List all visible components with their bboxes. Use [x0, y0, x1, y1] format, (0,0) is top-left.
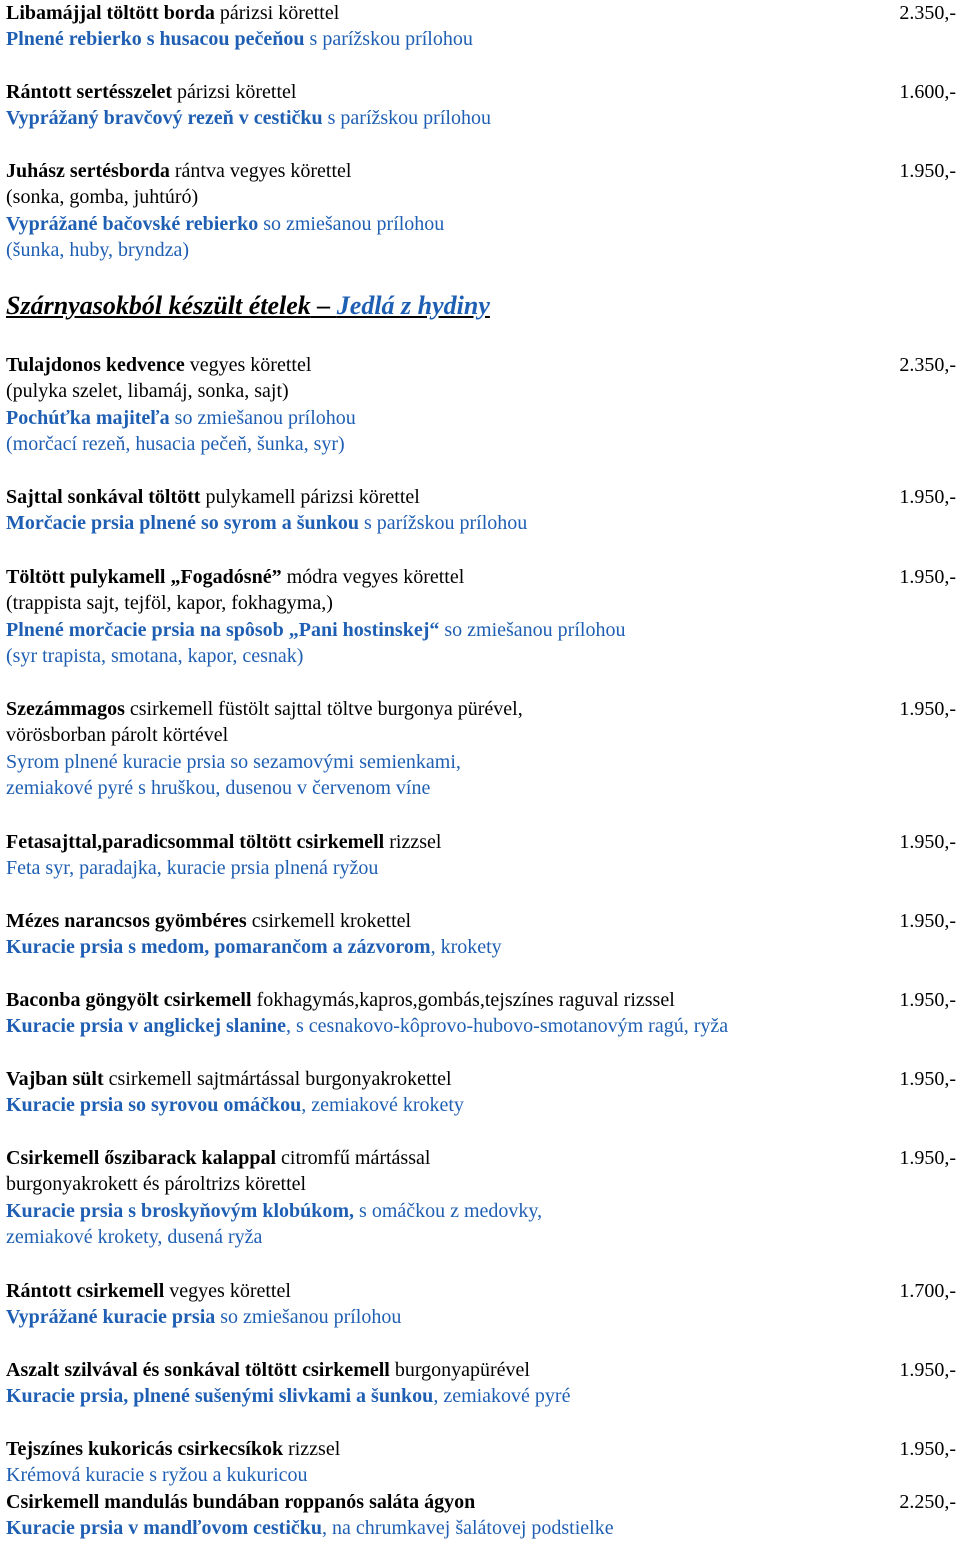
slovak-text: zemiakové pyré s hruškou, dusenou v červenom víne: [6, 777, 431, 799]
menu-item-line: [6, 484, 420, 511]
slovak-text: Kuracie prsia s medom, pomarančom a zázvorom: [6, 936, 431, 958]
hungarian-text: (trappista sajt, tejföl, kapor, fokhagyma,): [6, 592, 333, 614]
menu-item-line: [6, 1515, 614, 1542]
hungarian-text: Rántott csirkemell: [6, 1280, 165, 1302]
hungarian-text: Rántott sertésszelet: [6, 81, 173, 103]
menu-item-line: [6, 775, 430, 802]
menu-item-line: [6, 987, 675, 1014]
slovak-text: so zmiešanou prílohou: [215, 1306, 402, 1328]
hungarian-text: Tulajdonos kedvence: [6, 354, 185, 376]
menu-item-price: 1.950,-: [899, 831, 956, 853]
hungarian-text: Csirkemell mandulás bundában roppanós saláta ágyon: [6, 1491, 476, 1513]
slovak-text: Syrom plnené kuracie prsia so sezamovými semienkami,: [6, 751, 461, 773]
slovak-text: Pochúťka majiteľa: [6, 407, 170, 429]
slovak-text: so zmiešanou prílohou: [258, 213, 445, 235]
slovak-text: so zmiešanou prílohou: [439, 619, 626, 641]
menu-item-price: 1.600,-: [899, 81, 956, 103]
section-heading-separator: –: [310, 291, 337, 320]
menu-item-line: [6, 1489, 475, 1516]
menu-item-price: 1.950,-: [899, 486, 956, 508]
slovak-text: Vyprážaný bravčový rezeň v cestičku: [6, 107, 323, 129]
menu-item-line: [6, 378, 289, 405]
menu-item-line: [6, 1357, 530, 1384]
hungarian-text: párizsi körettel: [214, 2, 340, 24]
menu-item-price: 1.950,-: [899, 1147, 956, 1169]
menu-item-price: 1.950,-: [899, 566, 956, 588]
hungarian-text: csirkemell sajtmártással burgonyakrokettel: [103, 1068, 452, 1090]
menu-item-line: [6, 749, 461, 776]
hungarian-text: vegyes körettel: [184, 354, 312, 376]
slovak-text: s parížskou prílohou: [304, 28, 473, 50]
menu-item-line: [6, 1171, 306, 1198]
menu-item-line: [6, 934, 502, 961]
section-heading: [6, 290, 490, 322]
menu-item-price: 2.350,-: [899, 354, 956, 376]
menu-item-line: [6, 1092, 464, 1119]
menu-item-price: 1.950,-: [899, 1068, 956, 1090]
hungarian-text: Juhász sertésborda: [6, 160, 170, 182]
menu-item-line: [6, 722, 228, 749]
hungarian-text: (pulyka szelet, libamáj, sonka, sajt): [6, 380, 289, 402]
menu-item-line: [6, 1462, 308, 1489]
slovak-text: s parížskou prílohou: [358, 512, 528, 534]
slovak-text: Vyprážané bačovské rebierko: [6, 213, 259, 235]
slovak-text: Plnené morčacie prsia na spôsob „Pani hostinskej“: [6, 619, 440, 641]
menu-item-line: [6, 1383, 570, 1410]
menu-item-line: [6, 829, 441, 856]
menu-item-line: [6, 510, 527, 537]
hungarian-text: burgonyakrokett és pároltrizs körettel: [6, 1173, 307, 1195]
menu-item-line: [6, 0, 339, 27]
menu-item-line: [6, 696, 523, 723]
slovak-text: (morčací rezeň, husacia pečeň, šunka, syr): [6, 433, 345, 455]
menu-item-line: [6, 79, 296, 106]
slovak-text: , zemiakové pyré: [433, 1385, 571, 1407]
menu-item-line: [6, 1278, 291, 1305]
hungarian-text: Szezámmagos: [6, 698, 125, 720]
slovak-text: Kuracie prsia v anglickej slanine: [6, 1015, 286, 1037]
menu-item-price: 1.950,-: [899, 698, 956, 720]
hungarian-text: Vajban sült: [6, 1068, 104, 1090]
slovak-text: Kuracie prsia s broskyňovým klobúkom,: [6, 1200, 355, 1222]
hungarian-text: vegyes körettel: [164, 1280, 291, 1302]
menu-item-price: 1.950,-: [899, 910, 956, 932]
hungarian-text: csirkemell füstölt sajttal töltve burgonya pürével,: [124, 698, 523, 720]
hungarian-text: vörösborban párolt körtével: [6, 724, 229, 746]
hungarian-text: Baconba göngyölt csirkemell: [6, 989, 252, 1011]
section-heading-hungarian: Szárnyasokból készült ételek: [6, 291, 311, 320]
menu-item-line: [6, 105, 491, 132]
slovak-text: Kuracie prsia, plnené sušenými slivkami a šunkou: [6, 1385, 434, 1407]
slovak-text: Vyprážané kuracie prsia: [6, 1306, 216, 1328]
menu-item-line: [6, 643, 303, 670]
menu-item-price: 1.950,-: [899, 1438, 956, 1460]
menu-item-line: [6, 1145, 430, 1172]
menu-item-line: [6, 855, 378, 882]
slovak-text: , na chrumkavej šalátovej podstielke: [322, 1517, 614, 1539]
menu-item-price: 2.350,-: [899, 2, 956, 24]
slovak-text: (šunka, huby, bryndza): [6, 239, 190, 261]
menu-item-line: [6, 1436, 340, 1463]
slovak-text: Kuracie prsia so syrovou omáčkou: [6, 1094, 302, 1116]
menu-item-line: [6, 26, 473, 53]
menu-item-price: 1.700,-: [899, 1280, 956, 1302]
slovak-text: Kuracie prsia v mandľovom cestičku: [6, 1517, 323, 1539]
hungarian-text: rizzsel: [283, 1438, 341, 1460]
menu-item-line: [6, 1304, 401, 1331]
hungarian-text: rizzsel: [384, 831, 442, 853]
hungarian-text: csirkemell krokettel: [246, 910, 412, 932]
menu-item-price: 1.950,-: [899, 1359, 956, 1381]
slovak-text: , s cesnakovo-kôprovo-hubovo-smotanovým ragú, ryža: [286, 1015, 729, 1037]
slovak-text: Krémová kuracie s ryžou a kukuricou: [6, 1464, 308, 1486]
slovak-text: Plnené rebierko s husacou pečeňou: [6, 28, 305, 50]
hungarian-text: párizsi körettel: [172, 81, 297, 103]
hungarian-text: Aszalt szilvával és sonkával töltött csirkemell: [6, 1359, 390, 1381]
menu-item-line: [6, 1198, 542, 1225]
hungarian-text: rántva vegyes körettel: [169, 160, 352, 182]
hungarian-text: Fetasajttal,paradicsommal töltött csirkemell: [6, 831, 385, 853]
hungarian-text: Csirkemell őszibarack kalappal: [6, 1147, 277, 1169]
hungarian-text: Sajttal sonkával töltött: [6, 486, 201, 508]
slovak-text: Feta syr, paradajka, kuracie prsia plnená ryžou: [6, 857, 379, 879]
hungarian-text: (sonka, gomba, juhtúró): [6, 186, 199, 208]
menu-item-price: 1.950,-: [899, 160, 956, 182]
hungarian-text: Tejszínes kukoricás csirkecsíkok: [6, 1438, 284, 1460]
hungarian-text: burgonyapürével: [389, 1359, 530, 1381]
menu-item-line: [6, 564, 464, 591]
hungarian-text: Libamájjal töltött borda: [6, 2, 215, 24]
hungarian-text: citromfű mártással: [276, 1147, 431, 1169]
menu-item-line: [6, 1224, 262, 1251]
slovak-text: (syr trapista, smotana, kapor, cesnak): [6, 645, 304, 667]
menu-item-line: [6, 184, 198, 211]
slovak-text: Morčacie prsia plnené so syrom a šunkou: [6, 512, 359, 534]
menu-item-line: [6, 237, 189, 264]
menu-item-line: [6, 1013, 728, 1040]
menu-item-line: [6, 158, 351, 185]
hungarian-text: fokhagymás,kapros,gombás,tejszínes raguval rizssel: [251, 989, 675, 1011]
slovak-text: , krokety: [430, 936, 502, 958]
slovak-text: , zemiakové krokety: [301, 1094, 464, 1116]
hungarian-text: pulykamell párizsi körettel: [200, 486, 420, 508]
menu-item-line: [6, 908, 411, 935]
hungarian-text: Töltött pulykamell „Fogadósné”: [6, 566, 282, 588]
hungarian-text: Mézes narancsos gyömbéres: [6, 910, 247, 932]
menu-item-line: [6, 590, 333, 617]
menu-item-line: [6, 431, 345, 458]
menu-item-price: 2.250,-: [899, 1491, 956, 1513]
section-heading-slovak: Jedlá z hydiny: [336, 291, 490, 320]
slovak-text: zemiakové krokety, dusená ryža: [6, 1226, 263, 1248]
slovak-text: s parížskou prílohou: [322, 107, 491, 129]
menu-item-line: [6, 352, 311, 379]
menu-item-line: [6, 405, 356, 432]
menu-item-price: 1.950,-: [899, 989, 956, 1011]
menu-item-line: [6, 617, 625, 644]
menu-item-line: [6, 1066, 452, 1093]
slovak-text: so zmiešanou prílohou: [169, 407, 356, 429]
slovak-text: s omáčkou z medovky,: [354, 1200, 543, 1222]
hungarian-text: módra vegyes körettel: [281, 566, 465, 588]
menu-item-line: [6, 211, 444, 238]
